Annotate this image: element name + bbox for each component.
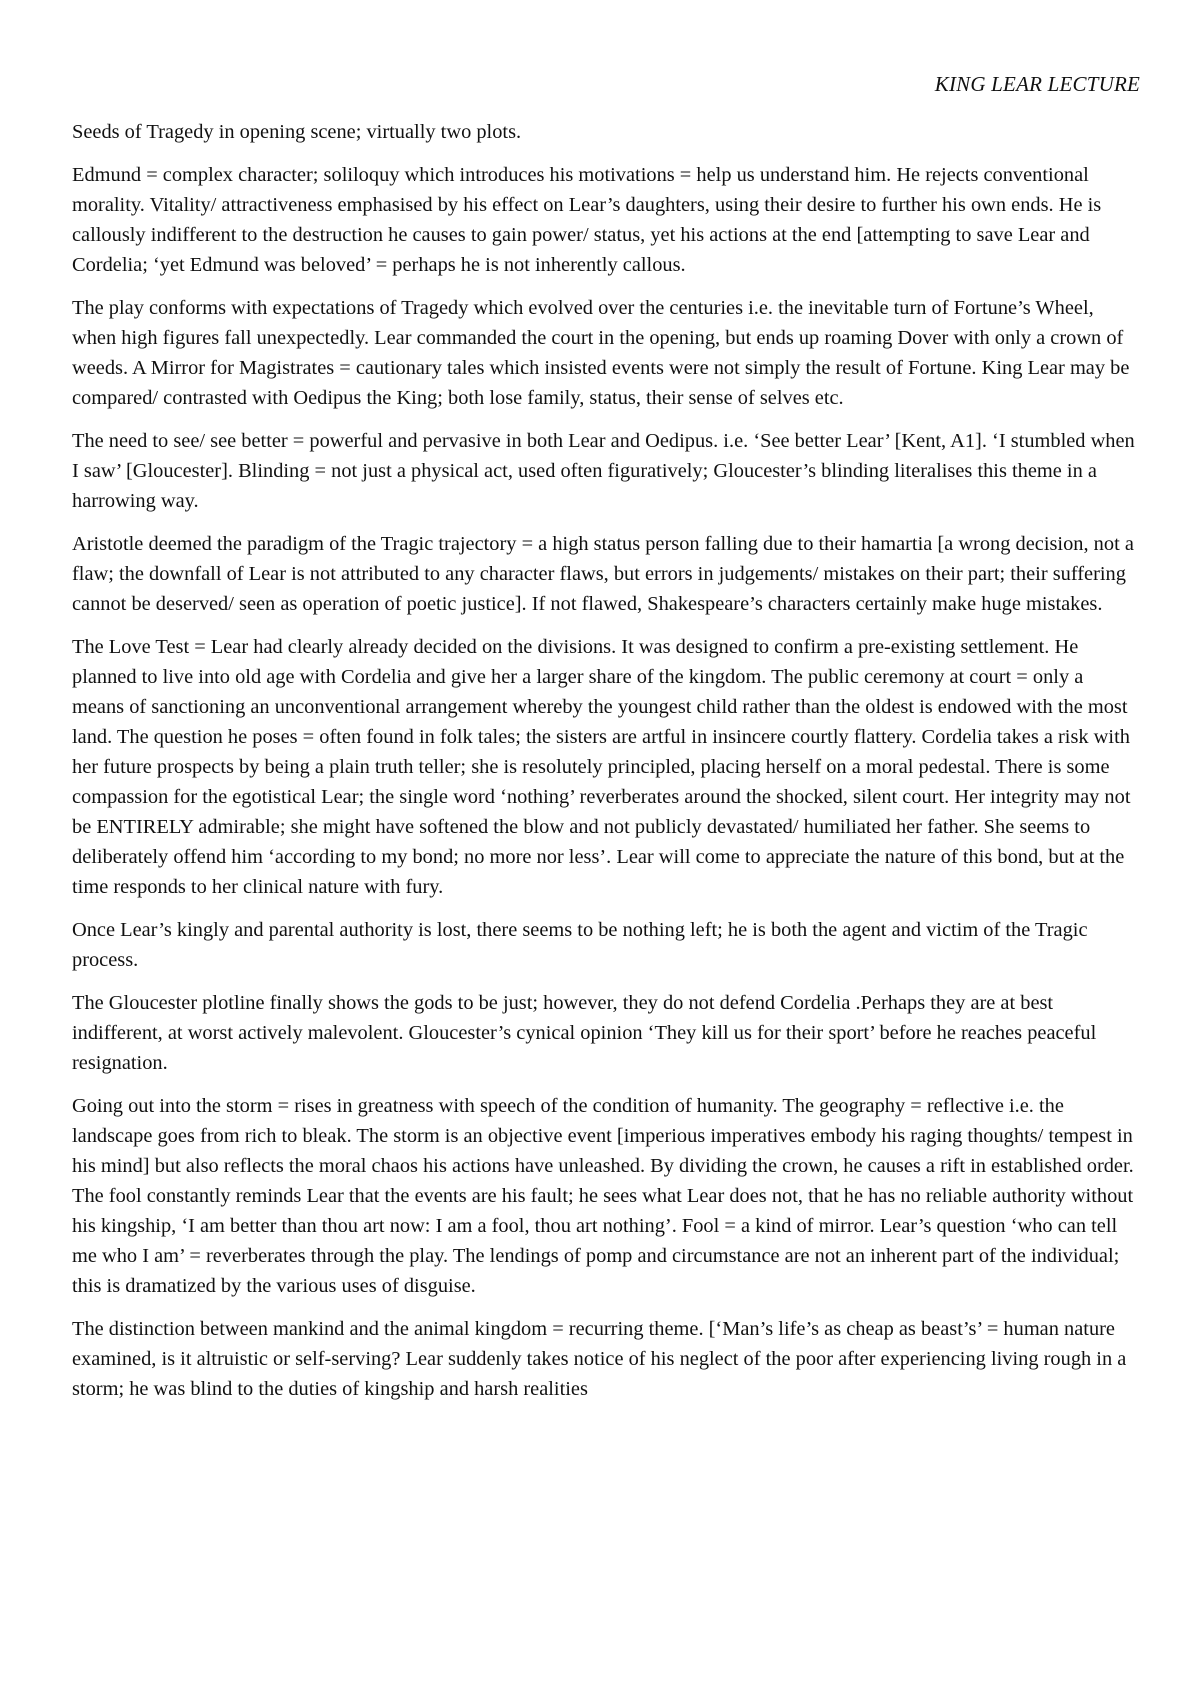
paragraph-storm: Going out into the storm = rises in greatness with speech of the condition of humanity. The geography = reflective i.e. the landscape goes from rich to bleak. The storm is an objective event [imperious imperatives embody his raging thoughts/ tempest in his mind] but also reflects the moral chaos his actions have unleashed. By dividing the crown, he causes a rift in established order. The fool constantly reminds Lear that the events are his fault; he sees what Lear does not, that he has no reliable authority without his kingship, ‘I am better than thou art now: I am a fool, thou art nothing’. Fool = a kind of mirror. Lear’s question ‘who can tell me who I am’ = reverberates through the play. The lendings of pomp and circumstance are not an inherent part of the individual; this is dramatized by the various uses of disguise. bbox=[72, 1095, 1134, 1297]
paragraph-seeds-of-tragedy: Seeds of Tragedy in opening scene; virtually two plots. bbox=[72, 121, 522, 143]
paragraph-need-to-see: The need to see/ see better = powerful and pervasive in both Lear and Oedipus. i.e. ‘See better Lear’ [Kent, A1]. ‘I stumbled when I saw’ [Gloucester]. Blinding = not just a physical act, used often figuratively; Gloucester’s blinding literalises this theme in a harrowing way. bbox=[72, 430, 1135, 512]
paragraph-mankind-animal: The distinction between mankind and the animal kingdom = recurring theme. [‘Man’s life’s as cheap as beast’s’ = human nature examined, is it altruistic or self-serving? Lear suddenly takes notice of his neglect of the poor after experiencing living rough in a storm; he was blind to the duties of kingship and harsh realities bbox=[72, 1318, 1127, 1400]
document-title: KING LEAR LECTURE bbox=[934, 72, 1140, 96]
paragraph-tragedy-expectations: The play conforms with expectations of Tragedy which evolved over the centuries i.e. the inevitable turn of Fortune’s Wheel, when high figures fall unexpectedly. Lear commanded the court in the opening, but ends up roaming Dover with only a crown of weeds. A Mirror for Magistrates = cautionary tales which insisted events were not simply the result of Fortune. King Lear may be compared/ contrasted with Oedipus the King; both lose family, status, their sense of selves etc. bbox=[72, 297, 1130, 409]
paragraph-love-test: The Love Test = Lear had clearly already decided on the divisions. It was designed to confirm a pre-existing settlement. He planned to live into old age with Cordelia and give her a larger share of the kingdom. The public ceremony at court = only a means of sanctioning an unconventional arrangement whereby the youngest child rather than the oldest is endowed with the most land. The question he poses = often found in folk tales; the sisters are artful in insincere courtly flattery. Cordelia takes a risk with her future prospects by being a plain truth teller; she is resolutely principled, placing herself on a moral pedestal. There is some compassion for the egotistical Lear; the single word ‘nothing’ reverberates around the shocked, silent court. Her integrity may not be ENTIRELY admirable; she might have softened the blow and not publicly devastated/ humiliated her father. She seems to deliberately offend him ‘according to my bond; no more nor less’. Lear will come to appreciate the nature of this bond, but at the time responds to her clinical nature with fury. bbox=[72, 636, 1131, 898]
paragraph-aristotle: Aristotle deemed the paradigm of the Tragic trajectory = a high status person falling due to their hamartia [a wrong decision, not a flaw; the downfall of Lear is not attributed to any character flaws, but errors in judgements/ mistakes on their part; their suffering cannot be deserved/ seen as operation of poetic justice]. If not flawed, Shakespeare’s characters certainly make huge mistakes. bbox=[72, 533, 1134, 615]
paragraph-gloucester-plotline: The Gloucester plotline finally shows the gods to be just; however, they do not defend Cordelia .Perhaps they are at best indifferent, at worst actively malevolent. Gloucester’s cynical opinion ‘They kill us for their sport’ before he reaches peaceful resignation. bbox=[72, 992, 1097, 1074]
paragraph-edmund: Edmund = complex character; soliloquy which introduces his motivations = help us understand him. He rejects conventional morality. Vitality/ attractiveness emphasised by his effect on Lear’s daughters, using their desire to further his own ends. He is callously indifferent to the destruction he causes to gain power/ status, yet his actions at the end [attempting to save Lear and Cordelia; ‘yet Edmund was beloved’ = perhaps he is not inherently callous. bbox=[72, 164, 1102, 276]
paragraph-authority-lost: Once Lear’s kingly and parental authority is lost, there seems to be nothing left; he is both the agent and victim of the Tragic process. bbox=[72, 919, 1088, 971]
